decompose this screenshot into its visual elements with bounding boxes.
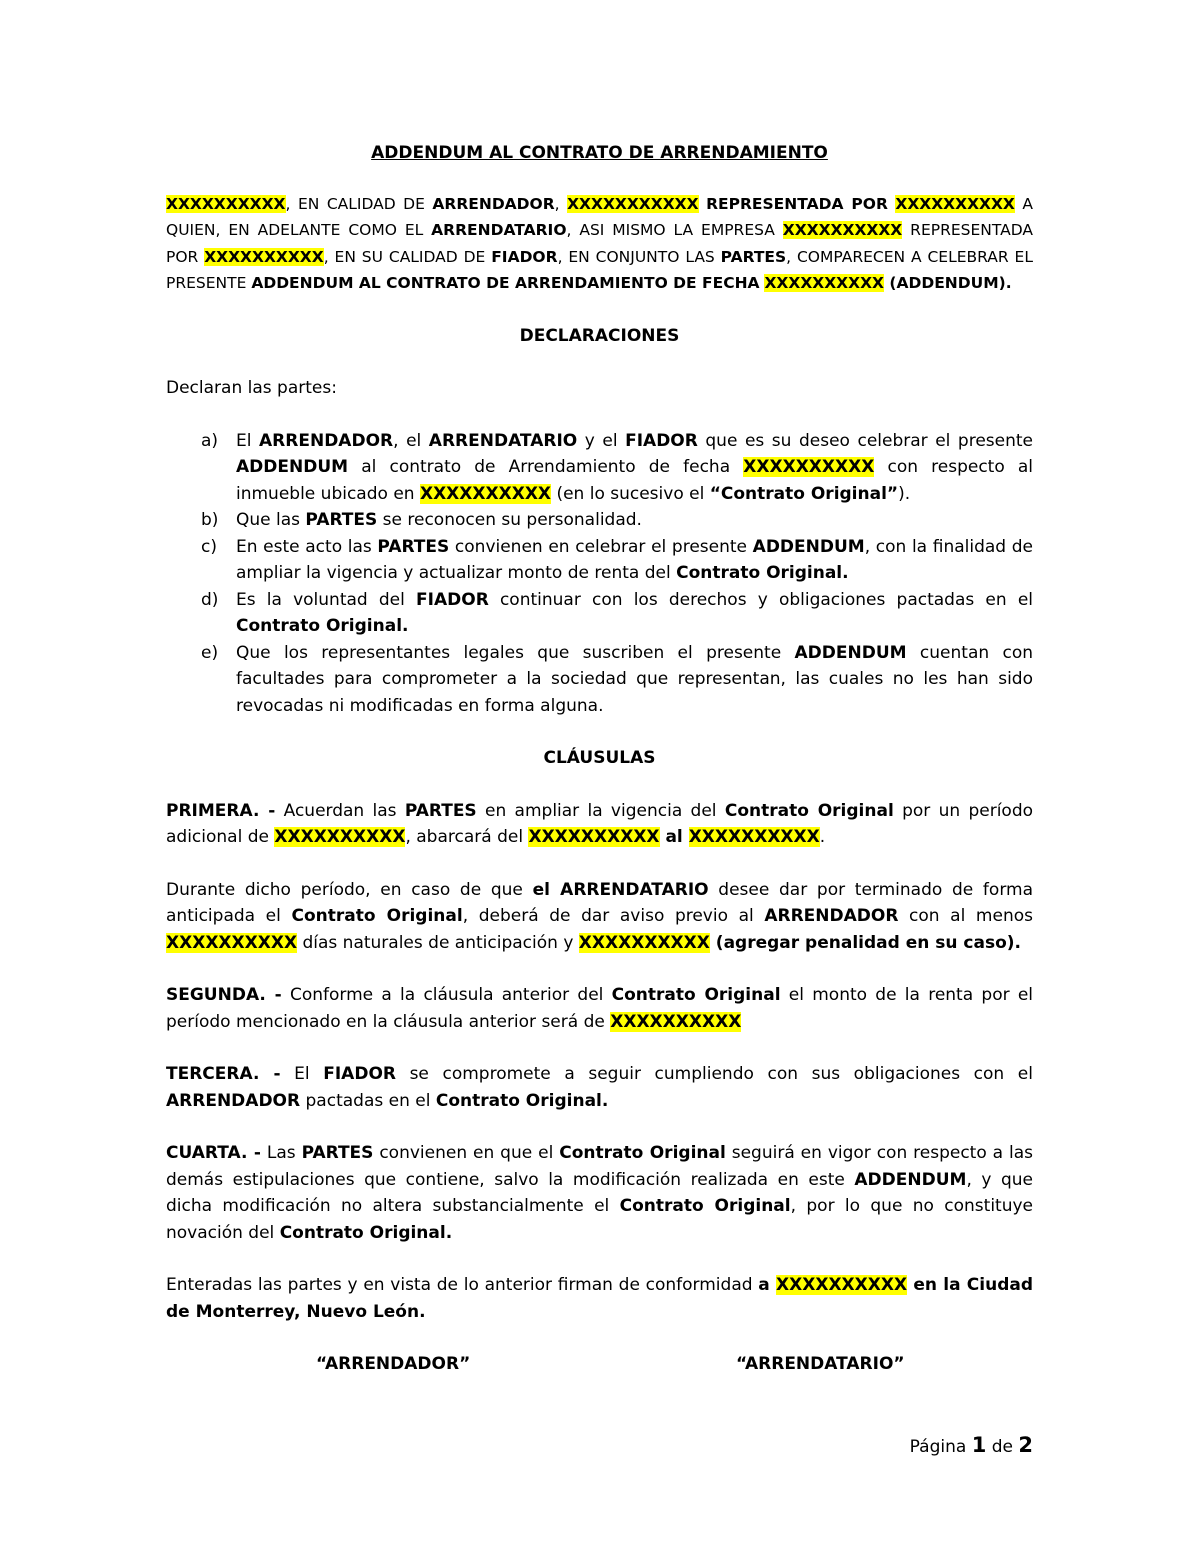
placeholder-highlight: XXXXXXXXXX — [578, 932, 710, 953]
declaraciones-heading: DECLARACIONES — [519, 325, 680, 346]
declaracion-item-d — [166, 587, 1033, 640]
text: convienen en celebrar el presente — [449, 536, 753, 557]
document-body — [166, 140, 1033, 1381]
placeholder-highlight: XXXXXXXXXX — [782, 221, 903, 239]
bold-text: FIADOR — [625, 430, 698, 451]
bold-text: ADDENDUM — [236, 457, 349, 477]
text: desee dar por terminado de forma anticipada el — [166, 879, 1033, 926]
bold-text: FIADOR — [323, 1064, 396, 1084]
text: , COMPARECEN A CELEBRAR EL PRESENTE — [166, 247, 1033, 292]
bold-text: FIADOR — [491, 247, 558, 266]
text: continuar con los derechos y obligaciones pactadas en el — [488, 589, 1034, 610]
clausula-primera — [166, 798, 1033, 851]
bold-text: Contrato Original — [559, 1143, 726, 1163]
list-marker: e) — [201, 642, 219, 663]
text: con al menos — [898, 906, 1033, 926]
bold-text: PARTES — [301, 1143, 374, 1163]
text: REPRESENTADA POR — [166, 221, 1034, 266]
text: A QUIEN, EN ADELANTE COMO EL — [166, 194, 1033, 239]
bold-text: en la Ciudad de Monterrey, Nuevo León. — [166, 1275, 1034, 1322]
footer-text: de — [986, 1437, 1019, 1457]
placeholder-highlight: XXXXXXXXXX — [764, 274, 884, 292]
placeholder-highlight: XXXXXXXXXX — [419, 483, 552, 504]
text: que es su deseo celebrar el presente — [697, 430, 1033, 451]
text: al contrato de Arrendamiento de fecha — [348, 457, 744, 477]
bold-text: ADDENDUM — [752, 536, 865, 557]
placeholder-highlight: XXXXXXXXXX — [610, 1011, 742, 1032]
text: Acuerdan las — [275, 800, 405, 821]
list-marker: b) — [201, 510, 219, 530]
text: cuentan con facultades para comprometer a la sociedad que representan, las cuales no les han sido revocadas ni modificadas en forma alguna. — [236, 642, 1034, 716]
bold-text: ADDENDUM AL CONTRATO DE ARRENDAMIENTO DE FECHA — [251, 274, 760, 292]
bold-text: FIADOR — [416, 589, 489, 610]
text: , y que dicha modificación no altera substancialmente el — [166, 1169, 1033, 1216]
text: con respecto al inmueble ubicado en — [236, 457, 1034, 504]
signature-arrendatario: “ARRENDATARIO” — [736, 1354, 905, 1374]
text: convienen en que el — [373, 1143, 560, 1163]
placeholder-highlight: XXXXXXXXXX — [528, 827, 660, 847]
page-footer — [910, 1433, 1033, 1457]
bold-text: Contrato Original — [619, 1196, 791, 1216]
clause-label: PRIMERA. - — [166, 800, 276, 821]
bold-text: ADDENDUM — [794, 642, 907, 663]
declaracion-item-b — [166, 507, 1033, 534]
placeholder-highlight: XXXXXXXXXX — [688, 827, 820, 847]
text: , con la finalidad de ampliar la vigencia y actualizar monto de renta del — [236, 536, 1034, 583]
clausula-segunda — [166, 982, 1033, 1035]
placeholder-highlight: XXXXXXXXXX — [166, 932, 298, 953]
closing-paragraph — [166, 1272, 1033, 1325]
text: seguirá en vigor con respecto a las demás estipulaciones que contiene, salvo la modificación realizada en este — [166, 1143, 1034, 1190]
bold-text: Contrato Original — [291, 906, 463, 926]
placeholder-highlight: XXXXXXXXXX — [274, 827, 406, 847]
placeholder-highlight: XXXXXXXXXX — [204, 247, 324, 266]
text: , — [554, 194, 568, 213]
list-marker: a) — [201, 430, 219, 451]
list-marker: c) — [201, 536, 217, 557]
placeholder-highlight: XXXXXXXXXXX — [567, 194, 699, 213]
placeholder-highlight: XXXXXXXXXX — [776, 1275, 908, 1295]
bold-text: “Contrato Original” — [709, 483, 899, 504]
declaracion-item-c — [166, 534, 1033, 587]
clause-label: CUARTA. - — [166, 1143, 261, 1163]
clause-label: SEGUNDA. - — [166, 985, 282, 1005]
text: , EN CONJUNTO LAS — [557, 247, 721, 266]
placeholder-highlight: XXXXXXXXXX — [895, 194, 1015, 213]
text: y el — [577, 430, 626, 451]
text: días naturales de anticipación y — [297, 932, 579, 953]
footer-text: Página — [909, 1437, 972, 1457]
text: , ASI MISMO LA EMPRESA — [566, 221, 783, 239]
signature-labels — [166, 1351, 1033, 1381]
clause-label: TERCERA. - — [166, 1064, 281, 1084]
page-total: 2 — [1018, 1433, 1033, 1457]
page-number: 1 — [971, 1433, 987, 1457]
text: En este acto las — [236, 536, 378, 557]
declaraciones-list — [166, 428, 1033, 720]
text: se compromete a seguir cumpliendo con sus obligaciones con el — [395, 1064, 1033, 1084]
document-title: ADDENDUM AL CONTRATO DE ARRENDAMIENTO — [371, 143, 828, 163]
bold-text: REPRESENTADA POR — [706, 194, 888, 213]
text: por un período adicional de — [166, 800, 1034, 847]
bold-text: ARRENDADOR — [764, 906, 899, 926]
bold-text: Contrato Original. — [279, 1222, 453, 1243]
declaraciones-lead: Declaran las partes: — [166, 378, 337, 398]
clausula-primera-durante — [166, 877, 1033, 957]
bold-text: ARRENDATARIO — [428, 430, 578, 451]
text: El — [236, 430, 260, 451]
text: (en lo sucesivo el — [551, 483, 710, 504]
bold-text: Contrato Original — [611, 985, 781, 1005]
text: Que las — [236, 510, 306, 530]
bold-text: Contrato Original — [724, 800, 894, 821]
clausula-tercera — [166, 1061, 1033, 1114]
text: , EN SU CALIDAD DE — [323, 247, 492, 266]
bold-text: PARTES — [404, 800, 477, 821]
text: , deberá de dar aviso previo al — [462, 906, 765, 926]
bold-text: PARTES — [305, 510, 378, 530]
signature-arrendador: “ARRENDADOR” — [316, 1354, 471, 1374]
bold-text: al — [659, 827, 689, 847]
text: . — [819, 827, 826, 847]
text: ). — [898, 483, 911, 504]
bold-text: Contrato Original. — [435, 1090, 609, 1111]
placeholder-highlight: XXXXXXXXXX — [743, 457, 875, 477]
intro-paragraph — [166, 191, 1033, 297]
bold-text: el ARRENDATARIO — [532, 879, 709, 900]
declaracion-item-e — [166, 640, 1033, 720]
bold-text: ARRENDADOR — [166, 1090, 301, 1111]
text: Conforme a la cláusula anterior del — [281, 985, 612, 1005]
bold-text: a — [758, 1275, 777, 1295]
list-marker: d) — [201, 589, 219, 610]
text: , abarcará del — [405, 827, 529, 847]
text: se reconocen su personalidad. — [377, 510, 642, 530]
placeholder-highlight: XXXXXXXXXX — [166, 194, 286, 213]
clausula-cuarta — [166, 1140, 1033, 1246]
text: pactadas en el — [300, 1090, 436, 1111]
bold-text: (ADDENDUM). — [884, 274, 1012, 292]
bold-text: Contrato Original. — [236, 616, 409, 636]
clausulas-heading: CLÁUSULAS — [543, 748, 656, 768]
text: en ampliar la vigencia del — [476, 800, 725, 821]
text: Es la voluntad del — [236, 589, 417, 610]
text: Que los representantes legales que suscriben el presente — [236, 642, 795, 663]
text: , por lo que no constituye novación del — [166, 1196, 1034, 1243]
text: el monto de la renta por el período mencionado en la cláusula anterior será de — [166, 985, 1034, 1032]
bold-text: ADDENDUM — [854, 1169, 967, 1190]
text: Durante dicho período, en caso de que — [166, 879, 533, 900]
text: , EN CALIDAD DE — [285, 194, 433, 213]
bold-text: ARRENDATARIO — [431, 221, 567, 239]
bold-text: PARTES — [720, 247, 787, 266]
text: , el — [393, 430, 429, 451]
text: El — [280, 1064, 324, 1084]
bold-text: (agregar penalidad en su caso). — [709, 932, 1021, 953]
bold-text: Contrato Original. — [676, 563, 849, 583]
text: Enteradas las partes y en vista de lo anterior firman de conformidad — [166, 1275, 759, 1295]
text: Las — [260, 1143, 302, 1163]
bold-text: PARTES — [377, 536, 450, 557]
bold-text: ARRENDADOR — [432, 194, 555, 213]
bold-text: ARRENDADOR — [259, 430, 394, 451]
declaracion-item-a — [166, 428, 1033, 508]
